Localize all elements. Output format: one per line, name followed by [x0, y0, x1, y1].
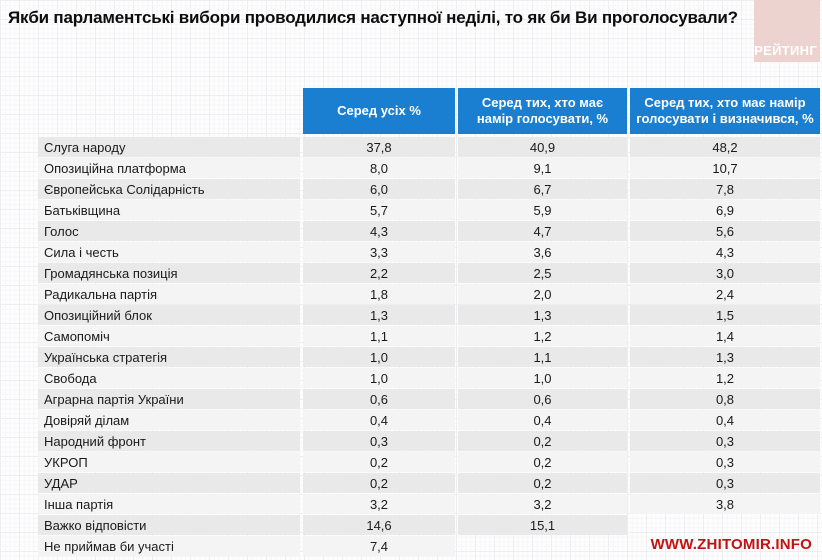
- table-row: [38, 158, 820, 178]
- value-cell: 0,2: [458, 473, 627, 493]
- party-name-cell: Радикальна партія: [38, 284, 300, 304]
- party-name-cell: Не приймав би участі: [38, 536, 300, 556]
- value-cell: 2,4: [630, 284, 820, 304]
- value-cell: [458, 536, 627, 556]
- value-cell: 0,4: [458, 410, 627, 430]
- value-cell: 3,2: [303, 494, 455, 514]
- page-title: Якби парламентські вибори проводилися наступної неділі, то як би Ви проголосували?: [8, 8, 738, 27]
- value-cell: 0,3: [303, 431, 455, 451]
- value-cell: 3,3: [303, 242, 455, 262]
- column-header-among-all: Серед усіх %: [303, 88, 455, 134]
- table-row: [38, 473, 820, 493]
- table-row: [38, 389, 820, 409]
- table-row: [38, 221, 820, 241]
- party-name-cell: УДАР: [38, 473, 300, 493]
- value-cell: 0,2: [303, 473, 455, 493]
- value-cell: 8,0: [303, 158, 455, 178]
- value-cell: 1,3: [630, 347, 820, 367]
- value-cell: 3,2: [458, 494, 627, 514]
- party-name-cell: Інша партія: [38, 494, 300, 514]
- value-cell: 0,8: [630, 389, 820, 409]
- value-cell: 6,9: [630, 200, 820, 220]
- table-row: [38, 410, 820, 430]
- party-name-cell: Голос: [38, 221, 300, 241]
- party-name-cell: Слуга народу: [38, 137, 300, 157]
- party-name-cell: Народний фронт: [38, 431, 300, 451]
- value-cell: 2,2: [303, 263, 455, 283]
- party-name-cell: Українська стратегія: [38, 347, 300, 367]
- table-row: [38, 179, 820, 199]
- table-row: [38, 431, 820, 451]
- value-cell: 0,3: [630, 431, 820, 451]
- rating-logo-text: РЕЙТИНГ: [754, 43, 817, 58]
- value-cell: 1,3: [458, 305, 627, 325]
- value-cell: 7,8: [630, 179, 820, 199]
- value-cell: [630, 515, 820, 535]
- value-cell: 5,6: [630, 221, 820, 241]
- value-cell: 1,0: [303, 368, 455, 388]
- value-cell: 6,0: [303, 179, 455, 199]
- table-row: [38, 242, 820, 262]
- party-name-cell: Самопоміч: [38, 326, 300, 346]
- value-cell: 9,1: [458, 158, 627, 178]
- value-cell: 3,8: [630, 494, 820, 514]
- value-cell: 4,3: [630, 242, 820, 262]
- table-row: [38, 305, 820, 325]
- poll-results-table: [38, 88, 820, 557]
- party-name-cell: Свобода: [38, 368, 300, 388]
- value-cell: 1,0: [458, 368, 627, 388]
- value-cell: 3,6: [458, 242, 627, 262]
- value-cell: 0,2: [458, 431, 627, 451]
- party-name-cell: Довіряй ділам: [38, 410, 300, 430]
- value-cell: 37,8: [303, 137, 455, 157]
- party-name-cell: Аграрна партія України: [38, 389, 300, 409]
- value-cell: 1,0: [303, 347, 455, 367]
- value-cell: 1,5: [630, 305, 820, 325]
- party-name-cell: Громадянська позиція: [38, 263, 300, 283]
- value-cell: 4,3: [303, 221, 455, 241]
- party-name-cell: Опозиційна платформа: [38, 158, 300, 178]
- value-cell: 5,7: [303, 200, 455, 220]
- table-row: [38, 494, 820, 514]
- value-cell: 0,4: [303, 410, 455, 430]
- value-cell: 0,2: [303, 452, 455, 472]
- table-row: [38, 263, 820, 283]
- table-row: [38, 347, 820, 367]
- value-cell: 48,2: [630, 137, 820, 157]
- value-cell: 40,9: [458, 137, 627, 157]
- value-cell: 1,8: [303, 284, 455, 304]
- column-header-intend-and-decided: Серед тих, хто має намір голосувати і визначився, %: [630, 88, 820, 134]
- value-cell: 2,5: [458, 263, 627, 283]
- table-row: [38, 200, 820, 220]
- value-cell: 1,1: [303, 326, 455, 346]
- value-cell: 1,1: [458, 347, 627, 367]
- value-cell: 0,6: [458, 389, 627, 409]
- value-cell: 10,7: [630, 158, 820, 178]
- value-cell: 6,7: [458, 179, 627, 199]
- table-row: [38, 284, 820, 304]
- party-name-cell: Батьківщина: [38, 200, 300, 220]
- value-cell: 14,6: [303, 515, 455, 535]
- value-cell: 15,1: [458, 515, 627, 535]
- table-row: [38, 326, 820, 346]
- party-name-cell: Опозиційний блок: [38, 305, 300, 325]
- party-name-cell: УКРОП: [38, 452, 300, 472]
- table-header-row: [303, 88, 820, 134]
- rating-group-logo: [754, 0, 820, 62]
- value-cell: 1,3: [303, 305, 455, 325]
- table-row: [38, 137, 820, 157]
- party-name-cell: Сила і честь: [38, 242, 300, 262]
- value-cell: 5,9: [458, 200, 627, 220]
- value-cell: 7,4: [303, 536, 455, 556]
- value-cell: 0,4: [630, 410, 820, 430]
- value-cell: 0,3: [630, 473, 820, 493]
- value-cell: 0,2: [458, 452, 627, 472]
- table-row: [38, 368, 820, 388]
- table-row: [38, 452, 820, 472]
- column-header-intend-to-vote: Серед тих, хто має намір голосувати, %: [458, 88, 627, 134]
- watermark: WWW.ZHITOMIR.INFO: [650, 536, 812, 553]
- value-cell: 3,0: [630, 263, 820, 283]
- party-name-cell: Важко відповісти: [38, 515, 300, 535]
- value-cell: 4,7: [458, 221, 627, 241]
- value-cell: 1,2: [458, 326, 627, 346]
- value-cell: 0,6: [303, 389, 455, 409]
- value-cell: 1,4: [630, 326, 820, 346]
- table-body: [38, 137, 820, 556]
- value-cell: 0,3: [630, 452, 820, 472]
- value-cell: 2,0: [458, 284, 627, 304]
- party-name-cell: Європейська Солідарність: [38, 179, 300, 199]
- value-cell: 1,2: [630, 368, 820, 388]
- table-row: [38, 515, 820, 535]
